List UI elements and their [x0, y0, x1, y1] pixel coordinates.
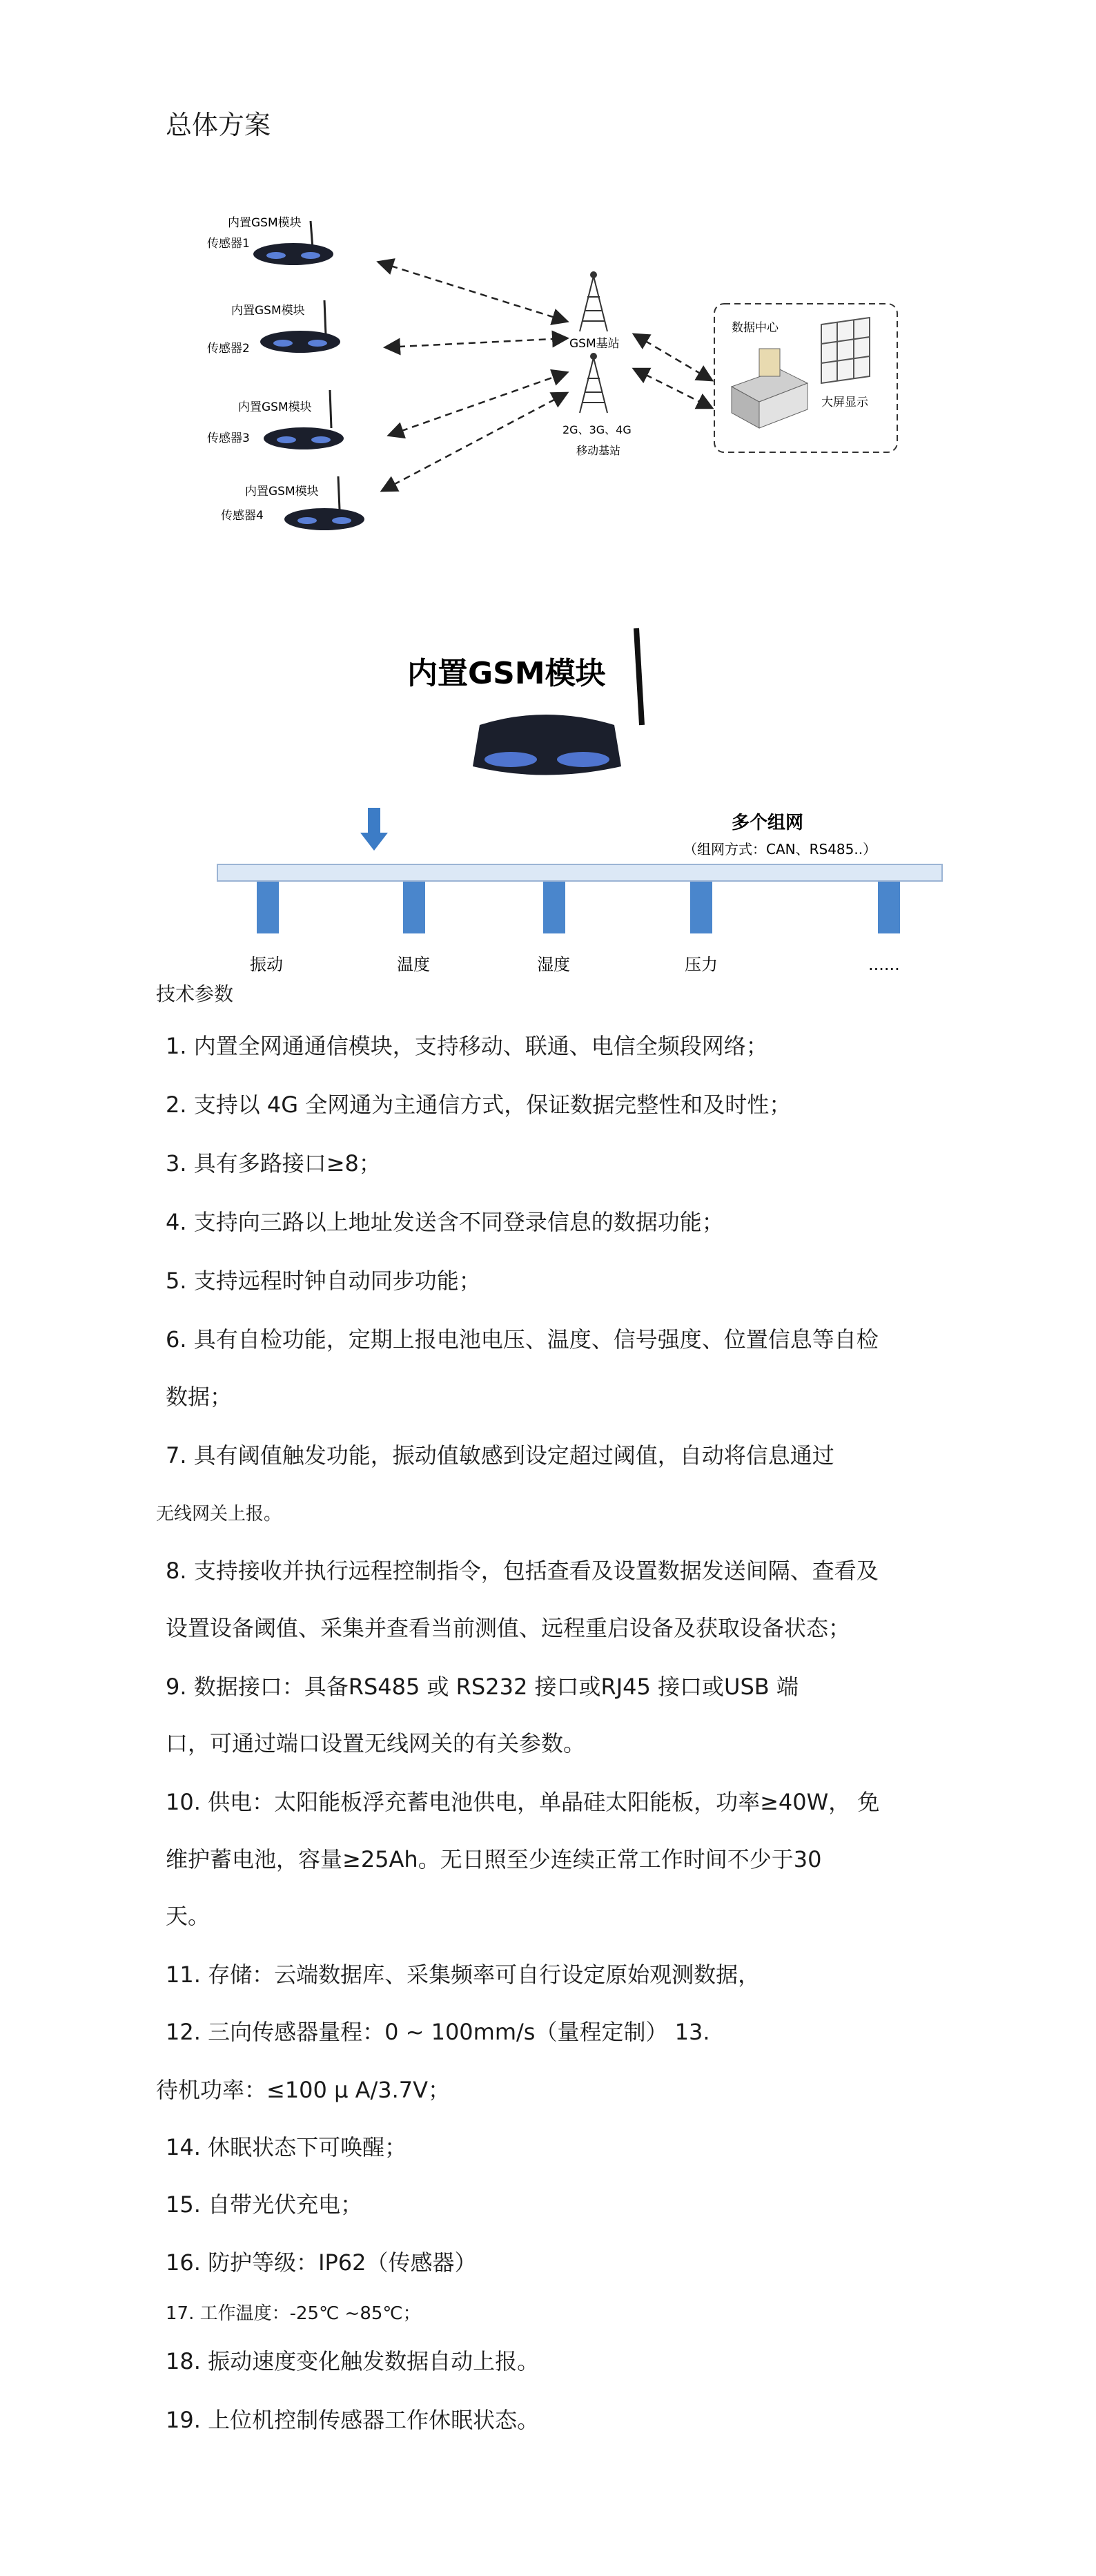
port-label-temperature: 温度 — [397, 955, 430, 974]
sensor-2-module-label: 内置GSM模块 — [231, 304, 305, 318]
sensor-device-icon — [253, 243, 333, 265]
mobile-tower-label-1: 2G、3G、4G — [562, 423, 632, 436]
mobile-tower-label-2: 移动基站 — [576, 444, 621, 457]
big-screen-label: 大屏显示 — [821, 396, 868, 409]
data-center-box — [714, 304, 897, 452]
data-center-label: 数据中心 — [732, 321, 779, 335]
section-label: 技术参数 — [156, 982, 234, 1005]
spec-line: 10. 供电：太阳能板浮充蓄电池供电，单晶硅太阳能板，功率≥40W， 免 — [166, 1789, 880, 1815]
gsm-tower-icon — [580, 272, 607, 331]
sensor-device-icon — [260, 331, 340, 353]
sensor-2-name: 传感器2 — [207, 342, 250, 356]
spec-line: 维护蓄电池，容量≥25Ah。无日照至少连续正常工作时间不少于30 — [166, 1846, 822, 1872]
spec-line: 7. 具有阈值触发功能，振动值敏感到设定超过阈值，自动将信息通过 — [166, 1442, 834, 1469]
sensor-1-name: 传感器1 — [207, 237, 250, 251]
spec-line: 18. 振动速度变化触发数据自动上报。 — [166, 2348, 540, 2374]
spec-line: 3. 具有多路接口≥8； — [166, 1150, 381, 1176]
spec-line: 6. 具有自检功能，定期上报电池电压、温度、信号强度、位置信息等自检 — [166, 1326, 879, 1353]
gsm-module-device-icon — [400, 628, 642, 775]
spec-line: 11. 存储：云端数据库、采集频率可自行设定原始观测数据， — [166, 1962, 761, 1988]
spec-line: 16. 防护等级：IP62（传感器） — [166, 2249, 477, 2276]
port-label-pressure: 压力 — [685, 955, 718, 974]
mobile-tower-icon — [580, 354, 607, 413]
spec-line: 4. 支持向三路以上地址发送含不同登录信息的数据功能； — [166, 1209, 724, 1235]
spec-line: 12. 三向传感器量程：0 ~ 100mm/s（量程定制） 13. — [166, 2019, 710, 2045]
sensor-3-module-label: 内置GSM模块 — [238, 400, 312, 414]
architecture-diagram — [207, 180, 932, 552]
sensor-4-name: 传感器4 — [221, 509, 264, 523]
spec-line: 5. 支持远程时钟自动同步功能； — [166, 1268, 481, 1294]
spec-line: 14. 休眠状态下可唤醒； — [166, 2134, 407, 2160]
down-arrow-icon — [360, 808, 388, 851]
sensor-1-module-label: 内置GSM模块 — [228, 216, 302, 230]
spec-line: 数据； — [166, 1384, 233, 1410]
sensor-2-group — [207, 300, 340, 356]
sensor-device-icon — [284, 508, 364, 530]
spec-line: 8. 支持接收并执行远程控制指令，包括查看及设置数据发送间隔、查看及 — [166, 1558, 879, 1584]
spec-line: 1. 内置全网通通信模块，支持移动、联通、电信全频段网络； — [166, 1033, 768, 1059]
port-label-more: ...... — [868, 955, 900, 974]
server-building-icon — [732, 349, 808, 428]
gsm-tower-label: GSM基站 — [569, 337, 620, 351]
big-screen-icon — [821, 318, 870, 383]
page-title: 总体方案 — [166, 110, 271, 140]
sensor-4-group — [221, 476, 364, 530]
sensor-device-icon — [264, 427, 344, 449]
spec-line: 天。 — [166, 1903, 211, 1929]
module-label: 内置GSM模块 — [407, 656, 606, 691]
spec-line: 待机功率：≤100 μ A/3.7V； — [156, 2077, 451, 2103]
network-note: （组网方式：CAN、RS485..） — [683, 841, 877, 858]
spec-line: 19. 上位机控制传感器工作休眠状态。 — [166, 2407, 540, 2433]
spec-line: 9. 数据接口：具备RS485 或 RS232 接口或RJ45 接口或USB 端 — [166, 1674, 799, 1700]
network-title: 多个组网 — [732, 813, 804, 833]
spec-line: 17. 工作温度：-25℃ ~85℃； — [166, 2303, 421, 2324]
port-label-vibration: 振动 — [250, 955, 283, 974]
port-connectors — [257, 882, 900, 933]
network-diagram — [207, 608, 952, 980]
spec-line: 口，可通过端口设置无线网关的有关参数。 — [166, 1730, 586, 1756]
port-labels — [250, 955, 900, 974]
sensor-4-module-label: 内置GSM模块 — [245, 485, 319, 498]
port-label-humidity: 湿度 — [537, 955, 570, 974]
spec-line: 设置设备阈值、采集并查看当前测值、远程重启设备及获取设备状态； — [166, 1615, 851, 1641]
sensor-1-group — [207, 216, 333, 265]
spec-line: 15. 自带光伏充电； — [166, 2191, 363, 2218]
sensor-3-name: 传感器3 — [207, 432, 250, 445]
spec-line: 2. 支持以 4G 全网通为主通信方式，保证数据完整性和及时性； — [166, 1092, 792, 1118]
spec-line: 无线网关上报。 — [156, 1504, 282, 1524]
link-arrows — [380, 262, 711, 490]
network-bus-bar — [217, 864, 942, 881]
sensor-3-group — [207, 390, 344, 449]
